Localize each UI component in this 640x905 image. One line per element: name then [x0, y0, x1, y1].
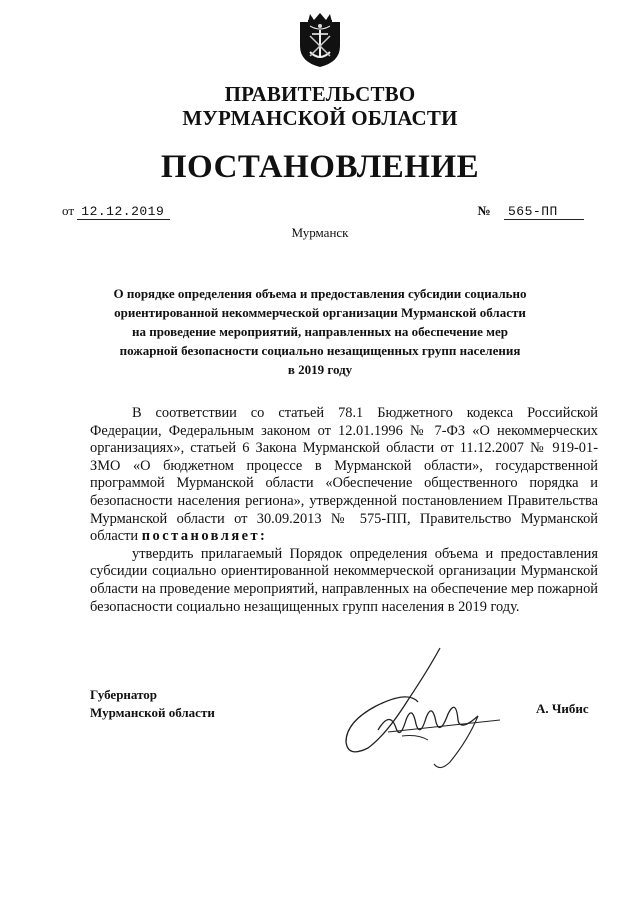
number-prefix: № [477, 203, 491, 218]
signatory-title-line: Мурманской области [90, 705, 215, 720]
number-field [478, 203, 584, 220]
signatory-title-line: Губернатор [90, 687, 158, 702]
date-field [62, 203, 170, 220]
preamble-text: В соответствии со статьей 78.1 Бюджетного кодекса Российской Федерации, Федеральным законом от 12.01.1996 № 7-ФЗ «О некоммерческих организациях», статьей 6 Закона Мурманской области от 11.12.2007 № 919-01-ЗМО «О бюджетном процессе в Мурманской области», государственной программой Мурманской области «Обеспечение общественного порядка и безопасности населения региона», утвержденной постановлением Правительства Мурманской области от 30.09.2013 № 575-ПП, Правительство Мурманской области [90, 405, 598, 545]
subject-line: О порядке определения объема и предоставления субсидии социально [113, 286, 527, 301]
government-name [0, 82, 640, 130]
decree-word: постановляет: [141, 528, 268, 545]
subject-line: пожарной безопасности социально незащищенных групп населения [119, 343, 521, 358]
subject-line: ориентированной некоммерческой организации Мурманской области [114, 305, 526, 320]
date-value: 12.12.2019 [77, 204, 170, 220]
coat-of-arms-icon [298, 12, 342, 68]
date-number-row [62, 201, 584, 221]
government-line-2: МУРМАНСКОЙ ОБЛАСТИ [182, 106, 458, 130]
document-subject [80, 284, 560, 379]
government-line-1: ПРАВИТЕЛЬСТВО [224, 82, 416, 106]
document-body [90, 405, 598, 616]
subject-line: в 2019 году [287, 362, 353, 377]
city: Мурманск [291, 225, 349, 240]
document-type: ПОСТАНОВЛЕНИЕ [160, 149, 480, 185]
signatory-name: А. Чибис [536, 701, 589, 716]
subject-line: на проведение мероприятий, направленных на обеспечение мер [131, 324, 509, 339]
date-prefix: от [62, 203, 75, 218]
preamble-paragraph [90, 405, 598, 546]
signatory-title [90, 686, 215, 722]
resolution-paragraph: утвердить прилагаемый Порядок определения объема и предоставления субсидии социально ориентированной некоммерческой организации Мурманской области на проведение мероприятий, направленных на обеспечение мер пожарной безопасности социально незащищенных групп населения в 2019 году. [90, 545, 598, 615]
number-value: 565-ПП [504, 204, 584, 220]
signature-icon [328, 640, 518, 780]
